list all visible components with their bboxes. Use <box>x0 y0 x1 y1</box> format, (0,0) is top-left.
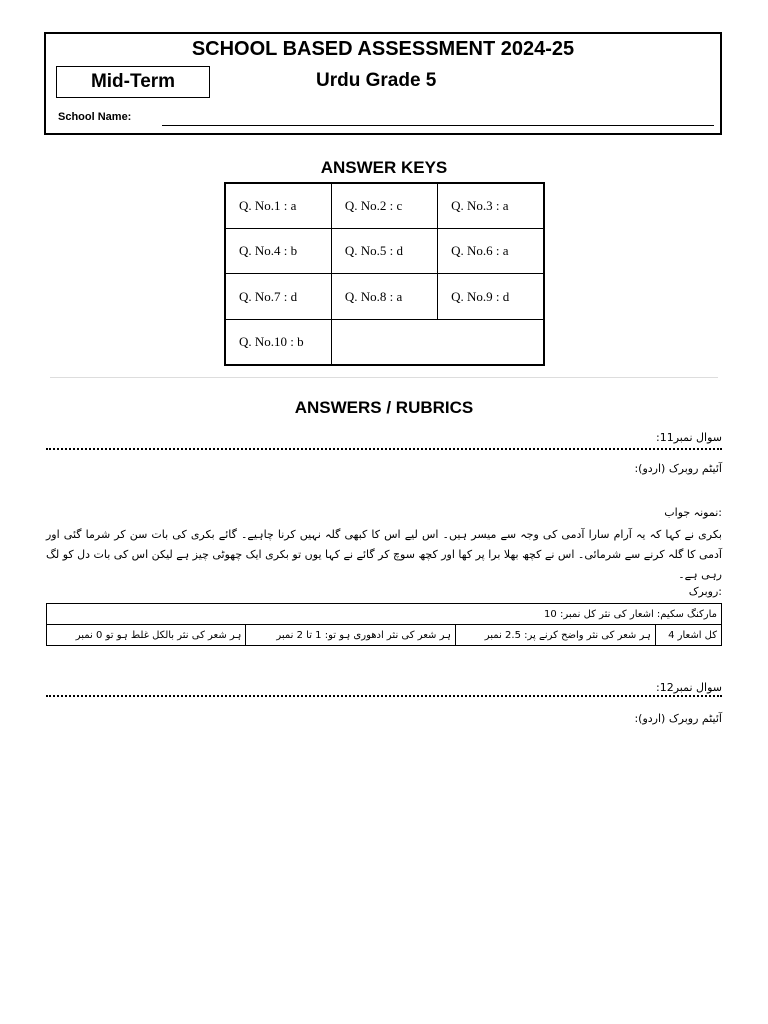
dotted-divider <box>46 448 722 450</box>
school-name-label: School Name: <box>58 111 132 123</box>
rubric-table-header: مارکنگ سکیم: اشعار کی نثر کل نمبر: 10 <box>47 604 722 625</box>
assessment-title: SCHOOL BASED ASSESSMENT 2024-25 <box>191 38 575 60</box>
rubric-label: :روبرک <box>688 585 722 598</box>
rubrics-title: ANSWERS / RUBRICS <box>294 398 474 417</box>
sample-answer-text: بکری نے کہا کہ یہ آرام سارا آدمی کی وجہ سے میسر ہیں۔ اس لیے اس کا کبھی گلہ نہیں کرنا چاہیے۔ گائے بکری کی بات سن کر شرما گئی اور آدمی کا گلہ کرنے سے شرمائی۔ اس نے کچھ بھلا برا پر کھا اور کچھ سوچ کر گائے نے کہا یوں تو بکری ایک چھوٹی چیز ہے لیکن اس کی بات دل کو لگ رہی ہے۔ <box>46 528 722 581</box>
header-box <box>44 32 722 135</box>
answer-key-cell: Q. No.6 : a <box>438 229 544 274</box>
answer-keys-table <box>224 182 545 366</box>
subject-title: Urdu Grade 5 <box>316 70 437 91</box>
answer-key-cell: Q. No.4 : b <box>225 229 331 274</box>
empty-cell <box>331 319 544 365</box>
dotted-divider <box>46 695 722 697</box>
rubric-table <box>46 603 722 646</box>
item-rubric-label-2: آئیٹم روبرک (اردو): <box>634 712 722 725</box>
term-badge: Mid-Term <box>56 66 210 98</box>
answer-key-cell: Q. No.9 : d <box>438 274 544 319</box>
answer-key-cell: Q. No.8 : a <box>331 274 437 319</box>
question-11-label: سوال نمبر11: <box>656 431 722 444</box>
item-rubric-label: آئیٹم روبرک (اردو): <box>634 462 722 475</box>
rubric-cell: ہر شعر کی نثر ادھوری ہو تو: 1 تا 2 نمبر <box>246 625 456 646</box>
answer-key-cell: Q. No.10 : b <box>225 319 331 365</box>
answer-keys-title: ANSWER KEYS <box>320 158 448 177</box>
answer-key-cell: Q. No.7 : d <box>225 274 331 319</box>
question-12-label: سوال نمبر12: <box>656 681 722 694</box>
rubric-cell: کل اشعار 4 <box>655 625 721 646</box>
answer-key-cell: Q. No.2 : c <box>331 183 437 229</box>
section-divider <box>50 377 718 378</box>
school-name-field[interactable] <box>162 125 714 126</box>
answer-key-cell: Q. No.5 : d <box>331 229 437 274</box>
sample-answer-label: :نمونہ جواب <box>664 506 722 519</box>
rubric-cell: ہر شعر کی نثر واضح کرنے پر: 2.5 نمبر <box>455 625 655 646</box>
answer-key-cell: Q. No.1 : a <box>225 183 331 229</box>
rubric-cell: ہر شعر کی نثر بالکل غلط ہو تو 0 نمبر <box>47 625 246 646</box>
answer-key-cell: Q. No.3 : a <box>438 183 544 229</box>
